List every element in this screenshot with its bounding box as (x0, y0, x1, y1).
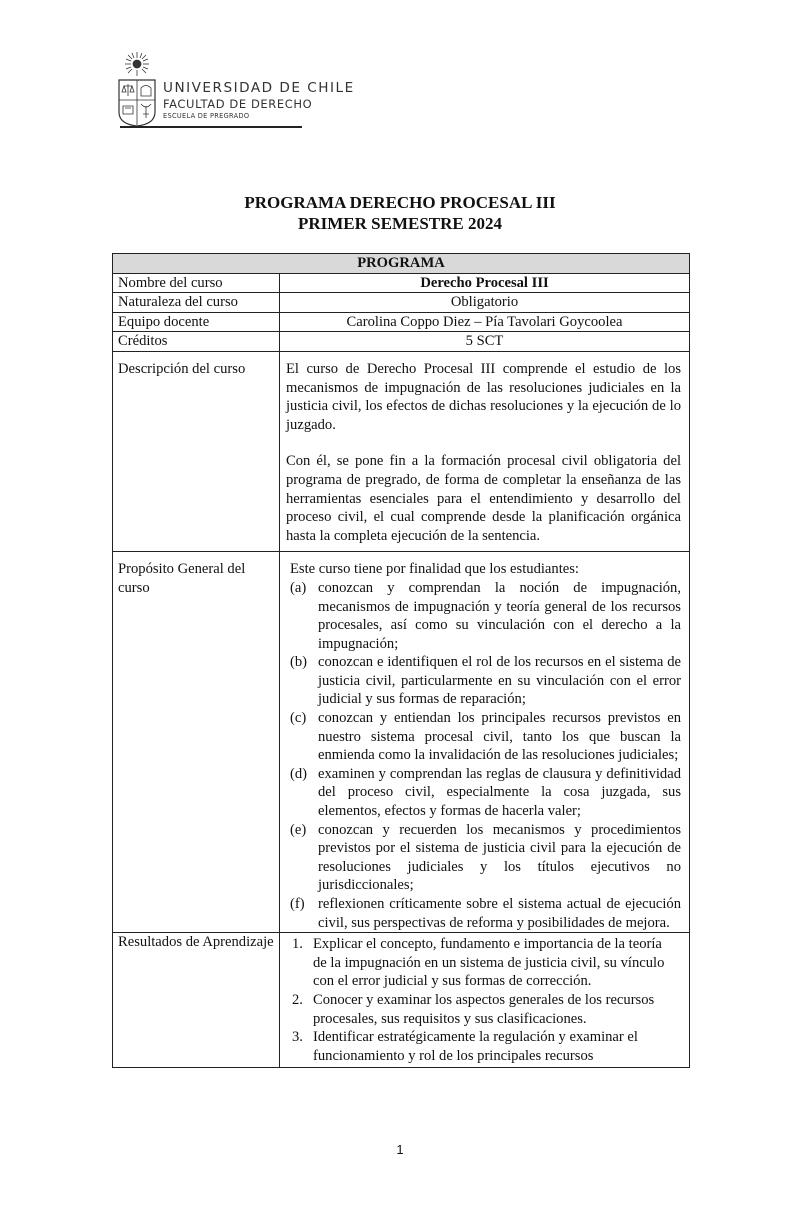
list-item (292, 991, 681, 1028)
purpose-label: Propósito General del curso (113, 552, 280, 933)
purpose-list (290, 579, 681, 932)
title-line-2: PRIMER SEMESTRE 2024 (297, 214, 503, 233)
list-item (292, 1028, 681, 1065)
list-item (290, 821, 681, 895)
list-marker: 3. (292, 1029, 303, 1046)
list-text: conozcan e identifiquen el rol de los recursos en el sistema de justicia civil, particularmente en su vinculación con el error judicial y sus formas de reparación; (318, 654, 681, 708)
faculty-name: FACULTAD DE DERECHO (163, 97, 313, 111)
table-row (113, 293, 690, 313)
description-paragraph-1: El curso de Derecho Procesal III comprende el estudio de los mecanismos de impugnación de las resoluciones judiciales en la justicia civil, los efectos de dichas resoluciones y la ejecución de lo juzgado. (286, 360, 681, 433)
list-marker: (b) (290, 654, 308, 671)
description-paragraph-2: Con él, se pone fin a la formación procesal civil obligatoria del programa de pregrado, de forma de completar la enseñanza de las herramientas esenciales para el entendimiento y desarrollo del proceso civil, el cual comprende desde la planificación orgánica hasta la completa ejecución de la sentencia. (286, 453, 681, 544)
program-table (112, 253, 690, 1068)
table-row (113, 332, 690, 352)
list-marker: (f) (290, 896, 305, 912)
university-name: UNIVERSIDAD DE CHILE (163, 80, 355, 96)
list-item (290, 579, 681, 653)
table-row (113, 312, 690, 332)
credits-label: Créditos (113, 332, 280, 352)
list-marker: (e) (290, 821, 307, 838)
course-nature-label: Naturaleza del curso (113, 293, 280, 313)
teaching-team-value: Carolina Coppo Diez – Pía Tavolari Goycoolea (280, 312, 690, 332)
table-heading: PROGRAMA (113, 254, 690, 274)
list-marker: 2. (292, 991, 303, 1008)
purpose-value (280, 552, 690, 933)
results-list (292, 935, 681, 1065)
list-item (290, 653, 681, 709)
list-marker: (d) (290, 765, 308, 782)
list-marker: (a) (290, 579, 307, 596)
table-row (113, 552, 690, 933)
list-text: Explicar el concepto, fundamento e importancia de la teoría de la impugnación en un sistema de justicia civil, su vínculo con el error judicial y sus formas de corrección. (313, 936, 665, 990)
list-item (290, 765, 681, 821)
header-rule (120, 126, 302, 128)
list-text: reflexionen críticamente sobre el sistema actual de ejecución civil, sus perspectivas de reforma y posibilidades de mejora. (318, 896, 681, 931)
table-heading-row (113, 254, 690, 274)
list-item (290, 895, 681, 932)
course-name-label: Nombre del curso (113, 273, 280, 293)
page-number: 1 (396, 1142, 404, 1157)
school-name: ESCUELA DE PREGRADO (163, 112, 250, 120)
course-name-value: Derecho Procesal III (280, 273, 690, 293)
table-row (113, 933, 690, 1068)
description-value (280, 351, 690, 551)
list-marker: 1. (292, 936, 303, 953)
list-text: conozcan y comprendan la noción de impugnación, mecanismos de impugnación y teoría general de los recursos procesales, así como su vinculación con el derecho a la impugnación; (318, 579, 681, 652)
document-title (0, 192, 800, 234)
course-nature-value: Obligatorio (280, 293, 690, 313)
university-header (116, 50, 355, 130)
purpose-intro: Este curso tiene por finalidad que los estudiantes: (290, 561, 579, 578)
results-label: Resultados de Aprendizaje (113, 933, 280, 1068)
list-text: examinen y comprendan las reglas de clausura y definitividad del proceso civil, especialmente la cosa juzgada, sus elementos, efectos y formas de hacerla valer; (318, 765, 681, 820)
teaching-team-label: Equipo docente (113, 312, 280, 332)
description-label: Descripción del curso (113, 351, 280, 551)
list-text: conozcan y entiendan los principales recursos previstos en nuestro sistema procesal civil, tanto los que buscan la enmienda como la invalidación de las resoluciones judiciales; (318, 710, 681, 764)
list-item (290, 709, 681, 765)
list-text: Conocer y examinar los aspectos generales de los recursos procesales, sus requisitos y sus clasificaciones. (313, 991, 655, 1027)
table-row (113, 351, 690, 551)
list-marker: (c) (290, 710, 307, 727)
university-crest-icon (116, 50, 158, 126)
list-text: Identificar estratégicamente la regulación y examinar el funcionamiento y rol de los principales recursos (313, 1029, 638, 1064)
title-line-1: PROGRAMA DERECHO PROCESAL III (244, 193, 556, 212)
table-row (113, 273, 690, 293)
credits-value: 5 SCT (280, 332, 690, 352)
list-text: conozcan y recuerden los mecanismos y procedimientos previstos por el sistema de justicia civil para la ejecución de resoluciones judiciales y los títulos ejecutivos no jurisdiccionales; (318, 821, 681, 894)
results-value (280, 933, 690, 1068)
list-item (292, 935, 681, 991)
